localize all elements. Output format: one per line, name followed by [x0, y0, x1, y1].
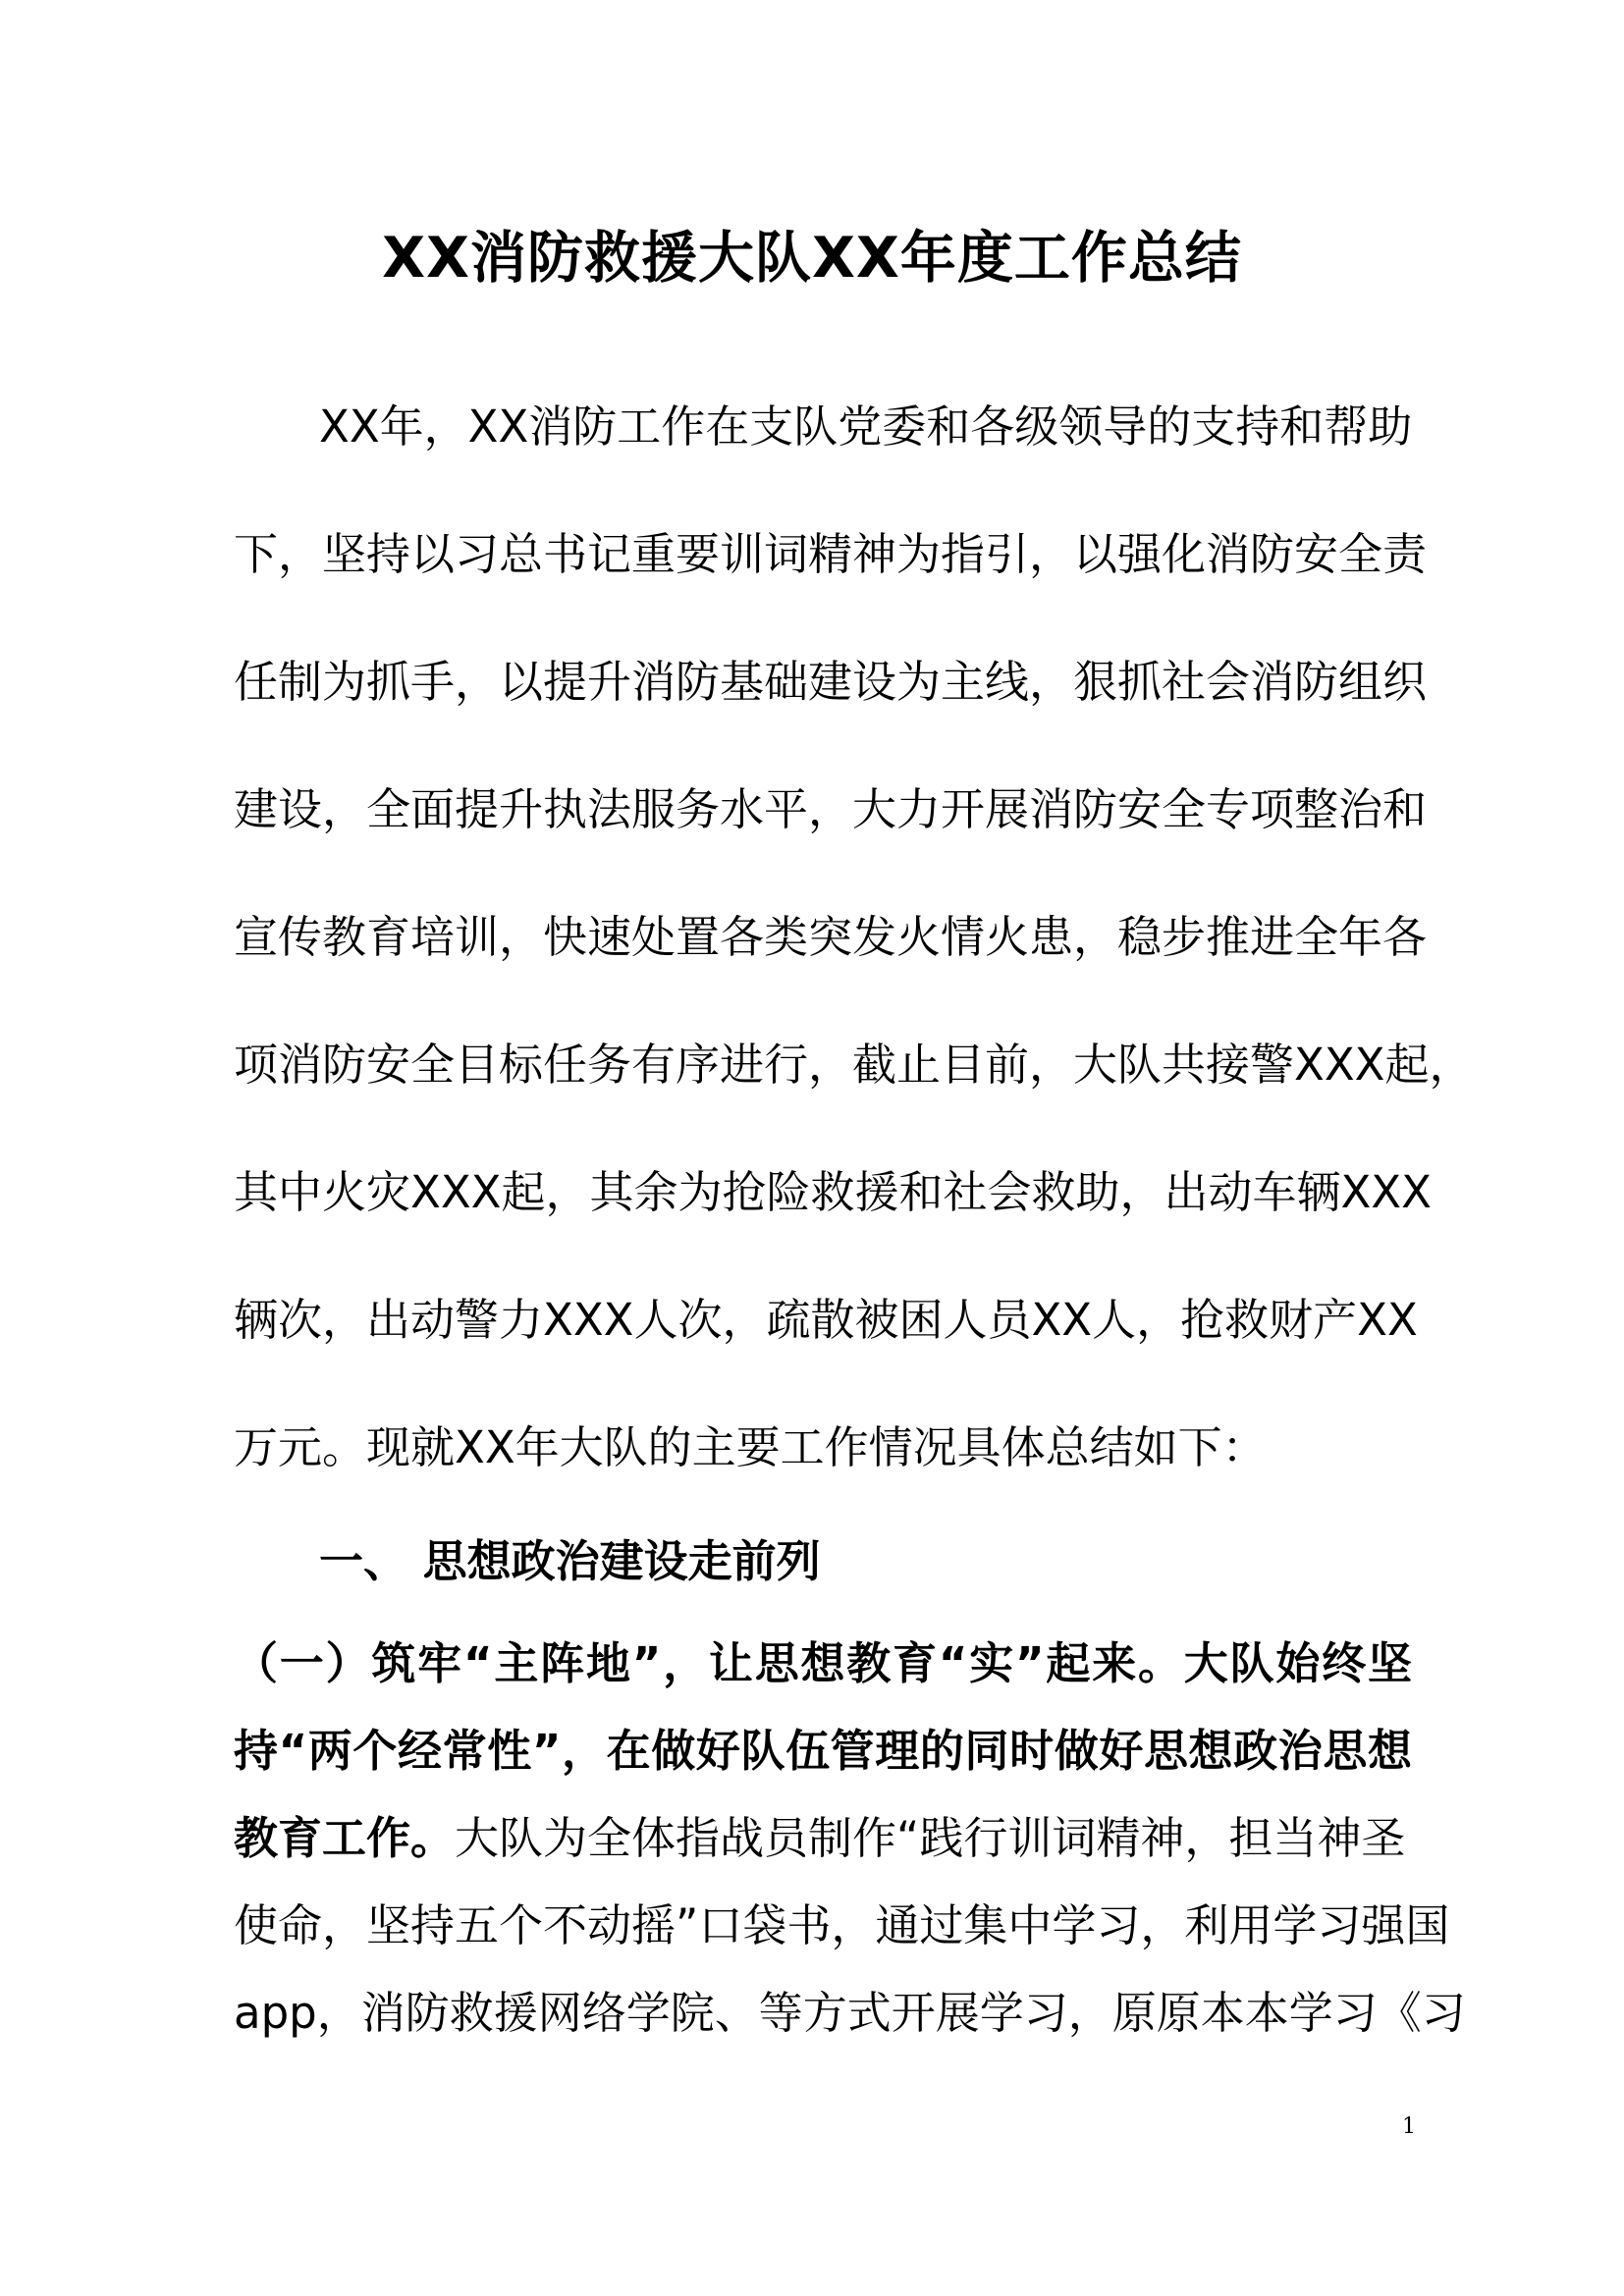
- intro-line-2: 下，坚持以习总书记重要训词精神为指引，以强化消防安全责: [234, 528, 1428, 580]
- subsection-line-3-text: 大队为全体指战员制作“践行训词精神，担当神圣: [455, 1812, 1406, 1864]
- subsection-line-3: [234, 1804, 1412, 1873]
- intro-line-1: XX年，XX消防工作在支队党委和各级领导的支持和帮助: [319, 400, 1413, 453]
- intro-line-7: 其中火灾XXX起，其余为抢险救援和社会救助，出动车辆XXX: [234, 1166, 1432, 1218]
- subsection-line-1: （一）筑牢“主阵地”，让思想教育“实”起来。大队始终坚: [234, 1637, 1412, 1689]
- intro-line-4: 建设，全面提升执法服务水平，大力开展消防安全专项整治和: [234, 783, 1428, 835]
- subsection-line-5: app，消防救援网络学院、等方式开展学习，原原本本学习《习: [234, 1987, 1466, 2039]
- page-number: 1: [1402, 2114, 1416, 2139]
- section-heading: 一、 思想政治建设走前列: [319, 1535, 821, 1587]
- subsection-line-3-bold: 教育工作。: [234, 1812, 456, 1864]
- document-title: XX消防救援大队XX年度工作总结: [382, 226, 1242, 291]
- intro-line-9: 万元。现就XX年大队的主要工作情况具体总结如下：: [234, 1421, 1267, 1473]
- intro-line-5: 宣传教育培训，快速处置各类突发火情火患，稳步推进全年各: [234, 911, 1428, 963]
- subsection-line-2: 持“两个经常性”，在做好队伍管理的同时做好思想政治思想: [234, 1725, 1412, 1777]
- intro-line-8: 辆次，出动警力XXX人次，疏散被困人员XX人，抢救财产XX: [234, 1294, 1418, 1346]
- intro-line-3: 任制为抓手，以提升消防基础建设为主线，狠抓社会消防组织: [234, 656, 1428, 708]
- intro-line-6: 项消防安全目标任务有序进行，截止目前，大队共接警XXX起，: [234, 1039, 1474, 1091]
- subsection-line-4: 使命，坚持五个不动摇”口袋书，通过集中学习，利用学习强国: [234, 1899, 1450, 1951]
